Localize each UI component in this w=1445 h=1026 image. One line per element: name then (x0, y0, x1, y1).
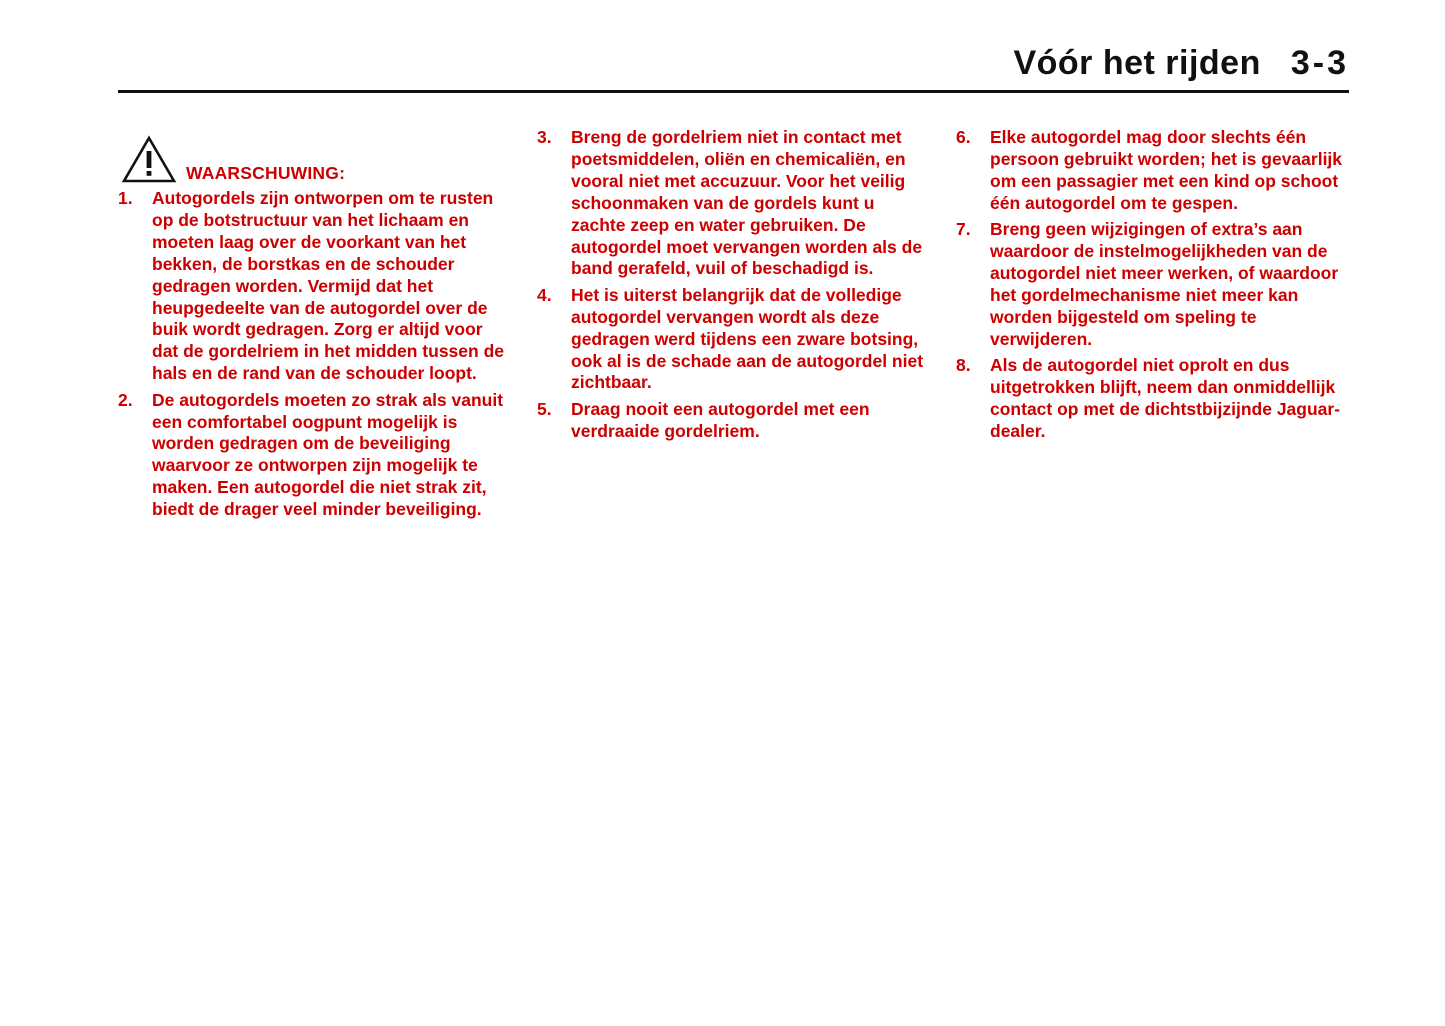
list-item-2 (118, 390, 513, 521)
item-text: Breng geen wijzigingen of extra’s aan waardoor de instelmogelijkheden van de autogordel niet meer werken, of waardoor het gordelmechanisme niet meer kan worden bijgesteld om speling te verwijderen. (990, 219, 1339, 349)
item-text: Breng de gordelriem niet in contact met poetsmiddelen, oliën en chemicaliën, en vooral niet met accuzuur. Voor het veilig schoonmaken van de gordels kunt u zachte zeep en water gebruiken. De autogordel moet vervangen worden als de band gerafeld, vuil of beschadigd is. (571, 127, 923, 279)
item-text: Draag nooit een autogordel met een verdraaide gordelriem. (571, 398, 870, 441)
list-item-6 (956, 127, 1351, 215)
list-item-1 (118, 188, 513, 385)
page-header (118, 44, 1349, 93)
column-1 (118, 126, 513, 526)
list-item-7 (956, 219, 1351, 350)
column-2 (537, 126, 932, 447)
warning-triangle-icon (121, 135, 177, 185)
item-number: 5. (537, 398, 552, 419)
item-number: 3. (537, 127, 552, 147)
list-item-8 (956, 355, 1351, 443)
chapter-title: Vóór het rijden (1013, 44, 1261, 82)
item-text: Autogordels zijn ontworpen om te rusten op de botstructuur van het lichaam en moeten laag over de voorkant van het bekken, de borstkas en de schouder gedragen worden. Vermijd dat het heupgedeelte van de autogordel over de buik wordt gedragen. Zorg er altijd voor dat de gordelriem in het midden tussen de hals en de rand van de schouder loopt. (152, 188, 504, 384)
list-item-5 (537, 399, 932, 443)
item-text: De autogordels moeten zo strak als vanuit een comfortabel oogpunt mogelijk is worden gedragen om de beveiliging waarvoor ze ontworpen zijn mogelijk te maken. Een autogordel die niet strak zit, biedt de drager veel minder beveiliging. (152, 389, 504, 520)
warning-header (118, 126, 513, 188)
column-3 (956, 126, 1351, 447)
item-number: 8. (956, 355, 971, 376)
item-text: Als de autogordel niet oprolt en dus uitgetrokken blijft, neem dan onmiddellijk contact op met de dichtstbijzijnde Jaguar-dealer. (990, 355, 1341, 441)
item-text: Elke autogordel mag door slechts één persoon gebruikt worden; het is gevaarlijk om een passagier met een kind op schoot één autogordel om te gespen. (990, 127, 1343, 213)
item-number: 7. (956, 219, 971, 240)
item-text: Het is uiterst belangrijk dat de volledige autogordel vervangen wordt als deze gedragen werd tijdens een zware botsing, ook al is de schade aan de autogordel niet zichtbaar. (571, 284, 924, 393)
item-number: 4. (537, 284, 552, 305)
item-number: 2. (118, 389, 133, 410)
item-number: 1. (118, 188, 133, 208)
item-number: 6. (956, 127, 971, 147)
page-title (1013, 44, 1349, 83)
list-item-4 (537, 285, 932, 395)
page-number: 3-3 (1290, 44, 1349, 82)
list-item-3 (537, 127, 932, 280)
warning-label: WAARSCHUWING: (186, 163, 346, 183)
